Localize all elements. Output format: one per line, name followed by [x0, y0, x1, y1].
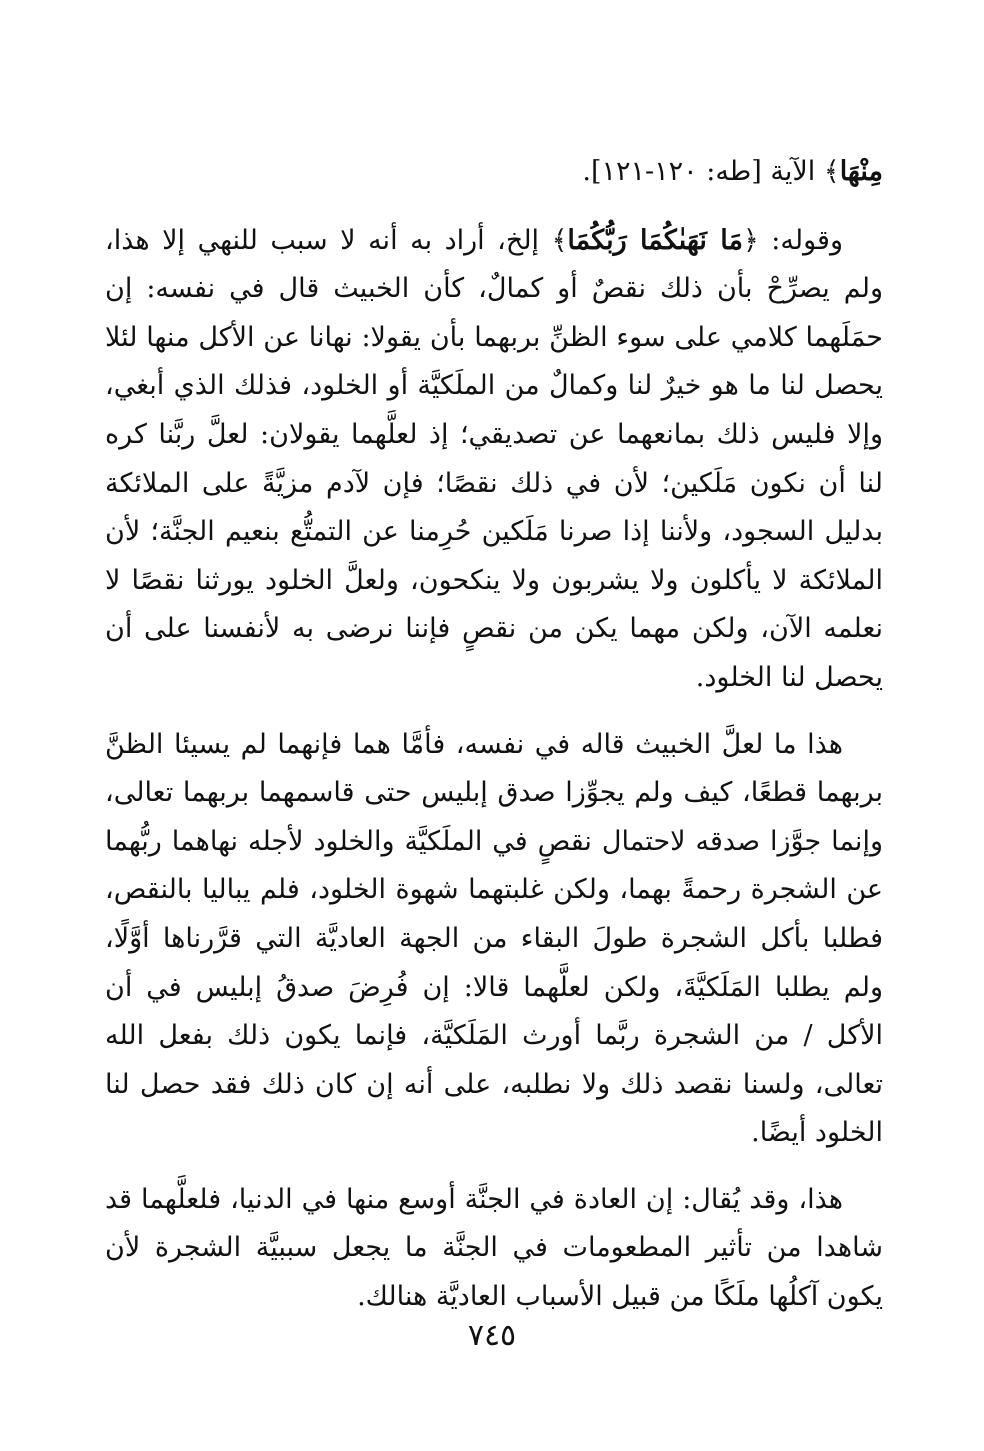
paragraph-2-text: هذا ما لعلَّ الخبيث قاله في نفسه، فأمَّا هما فإنهما لم يسيئا الظنَّ بربهما قطعًا، كيف ولم يجوِّزا صدق إبليس حتى قاسمهما بربهما تعالى، وإنما جوَّزا صدقه لاحتمال نقصٍ في الملَكيَّة والخلود لأجله نهاهما ربُّهما عن الشجرة رحمةً بهما، ولكن غلبتهما شهوة الخلود، فلم يباليا بالنقص، فطلبا بأكل الشجرة طولَ البقاء من الجهة العاديَّة التي قرَّرناها أوَّلًا، ولم يطلبا المَلَكيَّةَ، ولكن لعلَّهما قالا: إن فُرِضَ صدقُ إبليس في أن الأكل / من الشجرة ربَّما أورث المَلَكيَّة، فإنما يكون ذلك بفعل الله تعالى، ولسنا نقصد ذلك ولا نطلبه، على أنه إن كان ذلك فقد حصل لنا الخلود أيضًا. [105, 728, 883, 1149]
quran-open-brace: ﴿ [742, 224, 759, 256]
quran-quote: مَا نَهَىٰكُمَا رَبُّكُمَا [567, 224, 743, 256]
quran-closing-brace: ﴾ [823, 156, 840, 187]
body-text [105, 148, 883, 1340]
paragraph-2 [105, 721, 883, 1158]
quran-fragment: مِنْهَا [839, 156, 883, 187]
paragraph-1 [105, 217, 883, 703]
quran-close-brace: ﴾ [551, 224, 568, 256]
verse-reference: الآية [طه: ١٢٠-١٢١]. [582, 156, 824, 187]
paragraph-3 [105, 1176, 883, 1322]
paragraph-3-text: هذا، وقد يُقال: إن العادة في الجنَّة أوسع منها في الدنيا، فلعلَّهما قد شاهدا من تأثير المطعومات في الجنَّة ما يجعل سببيَّة الشجرة لأن يكون آكلُها ملَكًا من قبيل الأسباب العاديَّة هنالك. [105, 1183, 883, 1313]
continuation-line [105, 148, 883, 197]
page-number: ٧٤٥ [467, 1318, 517, 1353]
paragraph-1-intro: وقوله: [758, 224, 843, 256]
paragraph-1-text: إلخ، أراد به أنه لا سبب للنهي إلا هذا، ولم يصرِّحْ بأن ذلك نقصٌ أو كمالٌ، كأن الخبيث قال في نفسه: إن حمَلَهما كلامي على سوء الظنِّ بربهما بأن يقولا: نهانا عن الأكل منها لئلا يحصل لنا ما هو خيرٌ لنا وكمالٌ من الملَكيَّة أو الخلود، فذلك الذي أبغي، وإلا فليس ذلك بمانعهما عن تصديقي؛ إذ لعلَّهما يقولان: لعلَّ ربَّنا كره لنا أن نكون مَلَكين؛ لأن في ذلك نقصًا؛ فإن لآدم مزيَّةً على الملائكة بدليل السجود، ولأننا إذا صرنا مَلَكين حُرِمنا عن التمتُّع بنعيم الجنَّة؛ لأن الملائكة لا يأكلون ولا يشربون ولا ينكحون، ولعلَّ الخلود يورثنا نقصًا لا نعلمه الآن، ولكن مهما يكن من نقصٍ فإننا نرضى به لأنفسنا على أن يحصل لنا الخلود. [105, 224, 883, 693]
